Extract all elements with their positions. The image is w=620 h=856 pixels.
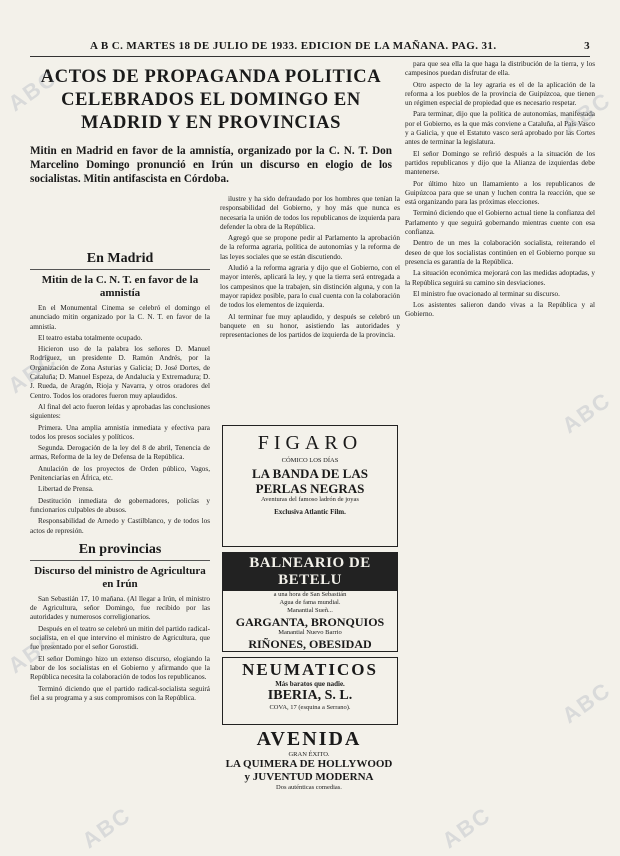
neumaticos-ad-small: Más baratos que nadie. <box>275 680 345 688</box>
middle-paragraph: Al terminar fue muy aplaudido, y después se celebró un banquete en su honor, asistiendo las autoridades y representaciones de los partidos de izquierda de la provincia. <box>220 312 400 340</box>
watermark: ABC <box>557 386 616 439</box>
betelu-ad-big2: RIÑONES, OBESIDAD <box>248 637 372 651</box>
provincias-paragraph: Después en el teatro se celebró un mitin del partido radical-socialista, en el que intervino el ministro de Agricultura, que fue presentado por el señor Gorostidi. <box>30 624 210 652</box>
madrid-paragraph: Anulación de los proyectos de Orden público, Vagos, Penitenciarías en África, etc. <box>30 464 210 483</box>
betelu-ad-line4: Manantial Nuevo Barrio <box>278 629 342 636</box>
right-column <box>405 60 595 850</box>
provincias-subheading: Discurso del ministro de Agricultura en Irún <box>34 564 206 590</box>
figaro-ad-line1: LA BANDA DE LAS <box>252 466 368 481</box>
middle-column <box>220 195 400 420</box>
watermark: ABC <box>3 346 62 399</box>
right-paragraph: para que sea ella la que haga la distribución de la tierra, y los campesinos puedan disfrutar de ella. <box>405 60 595 78</box>
header-page-number: 3 <box>584 40 590 52</box>
madrid-paragraph: Primera. Una amplia amnistía inmediata y efectiva para todos los presos sociales y políticos. <box>30 423 210 441</box>
neumaticos-ad-name: NEUMATICOS <box>242 660 378 679</box>
madrid-paragraph: Hicieron uso de la palabra los señores D. Manuel Rodríguez, un presidente D. Ramón Andrés, por la Organización de Zona Asturias y Galicia; D. José Dortes, de Cataluña; D. Manuel Espeza, de Andalucía y Extremadura; D. J. Rueda, de Aragón, Rioja y Navarra, y otros oradores del Centro. Todos los oradores fueron muy aplaudidos. <box>30 345 210 400</box>
watermark: ABC <box>437 801 496 854</box>
middle-paragraph: Agregó que se propone pedir al Parlamento la aprobación de la reforma agraria, política de autonomías y la reforma de las leyes sociales que se están discutiendo. <box>220 234 400 261</box>
betelu-ad-line5 <box>223 651 397 652</box>
neumaticos-ad-address: COVA, 17 (esquina a Serrano). <box>269 704 351 711</box>
right-paragraph: Los asistentes salieron dando vivas a la República y al Gobierno. <box>405 301 595 319</box>
madrid-paragraph: Destitución inmediata de gobernadores, policías y funcionarios culpables de abusos. <box>30 496 210 514</box>
right-paragraph: La situación económica mejorará con las medidas adoptadas, y la República seguirá su camino sin desviaciones. <box>405 269 595 287</box>
main-lead: Mitin en Madrid en favor de la amnistía, organizado por la C. N. T. Don Marcelino Domingo pronunció en Irún un discurso en elogio de los socialistas. Mitin antifascista en Córdoba. <box>30 145 392 185</box>
right-paragraph: El señor Domingo se refirió después a la situación de los partidos republicanos y dijo que la Alianza de izquierdas debe mantenerse. <box>405 149 595 177</box>
neumaticos-ad <box>222 657 398 725</box>
provincias-paragraph: San Sebastián 17, 10 mañana. (Al llegar a Irún, el ministro de Agricultura, señor Domingo, fue recibido por las autoridades y numerosos correligionarios. <box>30 594 210 622</box>
left-column <box>30 245 210 845</box>
right-paragraph: Terminó diciendo que el Gobierno actual tiene la confianza del Parlamento y que seguirá gobernando mientras cuente con esa confianza. <box>405 209 595 237</box>
provincias-heading: En provincias <box>30 542 210 561</box>
avenida-ad-big2: y JUVENTUD MODERNA <box>244 771 374 783</box>
figaro-ad-desc: Aventuras del famoso ladrón de joyas <box>261 496 359 503</box>
avenida-ad-note: Dos auténticas comedias. <box>276 784 342 791</box>
betelu-ad <box>222 552 398 652</box>
right-paragraph: Para terminar, dijo que la política de autonomías, manifestada por el Gobierno, es la que más conviene a Cataluña, al País Vasco y a Galicia, y que el Estatuto vasco será aprobado por las Cortes antes de terminar la legislatura. <box>405 110 595 147</box>
main-headline: ACTOS DE PROPAGANDA POLITICA CELEBRADOS EL DOMINGO EN MADRID Y EN PROVINCIAS <box>40 67 382 133</box>
madrid-paragraph: El teatro estaba totalmente ocupado. <box>38 333 143 342</box>
madrid-heading: En Madrid <box>30 251 210 270</box>
betelu-ad-line3: Manantial Sueñ... <box>287 607 333 614</box>
figaro-ad-tagline: CÓMICO LOS DÍAS <box>281 457 339 464</box>
madrid-paragraph: Al final del acto fueron leídas y aprobadas las conclusiones siguientes: <box>30 402 210 421</box>
header-dateline: A B C. MARTES 18 DE JULIO DE 1933. EDICION DE LA MAÑANA. PAG. 31. <box>90 40 497 52</box>
madrid-paragraph: Segunda. Derogación de la ley del 8 de abril, Tenencia de armas, Reforma de la ley de Defensa de la República. <box>30 444 210 462</box>
madrid-subheading: Mitin de la C. N. T. en favor de la amnistía <box>41 274 199 299</box>
watermark: ABC <box>557 86 616 139</box>
figaro-ad <box>222 425 398 547</box>
right-paragraph: Por último hizo un llamamiento a los republicanos de Guipúzcoa para que se unan y luchen contra la reacción, que se está organizando para las próximas elecciones. <box>405 179 595 207</box>
watermark: ABC <box>77 801 136 854</box>
madrid-paragraph: Responsabilidad de Arnedo y Castilblanco, y de todos los actos de represión. <box>30 517 210 535</box>
page-header <box>30 40 590 57</box>
figaro-ad-line2: PERLAS NEGRAS <box>255 481 365 496</box>
right-paragraph: El ministro fue ovacionado al terminar su discurso. <box>413 289 560 298</box>
provincias-paragraph: Terminó diciendo que el partido radical-socialista seguirá fiel a su programa y a sus compromisos con la República. <box>30 684 210 702</box>
betelu-ad-line1: a una hora de San Sebastián <box>273 591 347 598</box>
provincias-paragraph: El señor Domingo hizo un extenso discurso, elogiando la labor de los socialistas en el Gobierno y afirmando que la República necesita la colaboración de todos los republicanos. <box>30 654 210 682</box>
right-paragraph: Dentro de un mes la colaboración socialista, reiterando el deseo de que los socialistas continúen en el Gobierno porque su presencia es garantía de la República. <box>405 239 595 266</box>
right-paragraph: Otro aspecto de la ley agraria es el de la aplicación de la reforma a los pueblos de la provincia de Guipúzcoa, que tienen un régimen especial de propiedad que es necesario respetar. <box>405 80 595 108</box>
watermark: ABC <box>3 64 62 117</box>
avenida-ad-big1: LA QUIMERA DE HOLLYWOOD <box>225 758 393 770</box>
figaro-ad-note: Exclusiva Atlantic Film. <box>274 508 346 516</box>
avenida-ad <box>222 728 396 838</box>
middle-paragraph: Aludió a la reforma agraria y dijo que el Gobierno, con el mayor interés, aplicará la ley, y que la tierra será entregada a los campesinos que la trabajen, sin distinción alguna, y con la mayor rapidez posible, para lo cual cuenta con la colaboración de todos los elementos de izquierda. <box>220 264 400 310</box>
betelu-ad-big1: GARGANTA, BRONQUIOS <box>235 615 385 629</box>
betelu-ad-name: BALNEARIO DE BETELU <box>223 553 397 591</box>
madrid-paragraph: En el Monumental Cinema se celebró el domingo el anunciado mitin organizado por la C. N. T. en favor de la amnistía. <box>30 304 210 331</box>
madrid-paragraph: Libertad de Prensa. <box>38 485 94 494</box>
avenida-ad-small: GRAN ÉXITO. <box>288 751 330 758</box>
middle-paragraph: ilustre y ha sido defraudado por los hombres que tenían la responsabilidad del Gobierno, y hoy más que nunca es necesaria la unión de todos los republicanos de izquierda para defender la obra de la República. <box>220 195 400 231</box>
watermark: ABC <box>557 676 616 729</box>
figaro-ad-name: FIGARO <box>257 432 363 454</box>
avenida-ad-name: AVENIDA <box>256 728 362 750</box>
neumaticos-ad-big: IBERIA, S. L. <box>267 688 353 703</box>
betelu-ad-line2: Agua de fama mundial. <box>279 599 341 606</box>
watermark: ABC <box>3 626 62 679</box>
